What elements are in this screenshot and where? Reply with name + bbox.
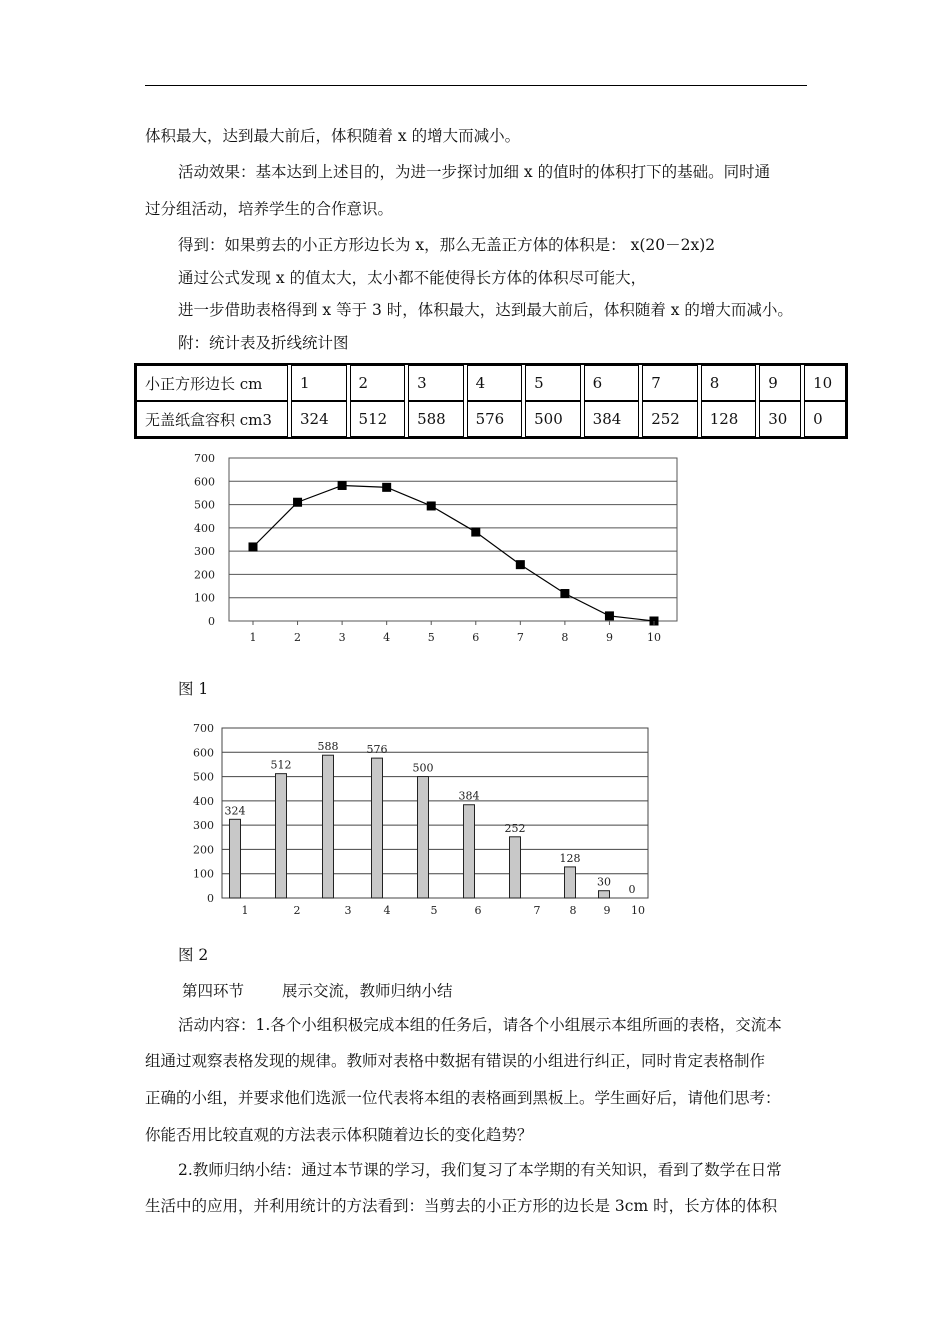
x-tick-label: 4: [383, 631, 391, 644]
bar: [323, 755, 334, 898]
table-cell: 2: [350, 365, 406, 401]
bar: [372, 758, 383, 898]
content-line-1: 活动内容：1.各个小组积极完成本组的任务后，请各个小组展示本组所画的表格，交流本: [178, 1016, 782, 1034]
x-tick-label: 3: [338, 631, 346, 644]
table-cell: 10: [804, 365, 846, 401]
x-tick-label: 3: [344, 904, 352, 917]
data-point: [516, 560, 525, 569]
x-tick-label: 6: [474, 904, 482, 917]
data-point: [560, 589, 569, 598]
data-label: 588: [317, 740, 339, 754]
table-cell: 3: [408, 365, 464, 401]
table-cell: 30: [759, 401, 801, 437]
figure-2-caption: 图 2: [178, 946, 209, 964]
bar: [230, 819, 241, 898]
paragraph-4: 通过公式发现 x 的值太大，太小都不能使得长方体的体积尽可能大，: [178, 269, 647, 287]
x-tick-label: 8: [561, 631, 569, 644]
table-cell: 5: [525, 365, 581, 401]
data-label: 384: [458, 789, 480, 803]
content-line-2: 组通过观察表格发现的规律。教师对表格中数据有错误的小组进行纠正，同时肯定表格制作: [145, 1052, 766, 1070]
data-label: 512: [270, 758, 292, 772]
data-label: 324: [224, 804, 246, 818]
x-tick-label: 2: [293, 904, 301, 917]
y-tick-label: 0: [207, 892, 214, 905]
x-tick-label: 9: [603, 904, 611, 917]
y-tick-label: 700: [194, 452, 215, 465]
x-tick-label: 5: [427, 631, 435, 644]
data-label: 128: [559, 851, 581, 865]
bar: [565, 867, 576, 898]
bar: [418, 777, 429, 898]
figure-1-caption: 图 1: [178, 680, 209, 698]
row-label: 无盖纸盒容积 cm3: [136, 401, 288, 437]
table-cell: 576: [467, 401, 523, 437]
table-cell: 0: [804, 401, 846, 437]
y-tick-label: 500: [193, 770, 214, 784]
data-label: 500: [412, 761, 434, 775]
table-cell: 9: [759, 365, 801, 401]
data-point: [427, 501, 436, 510]
y-tick-label: 200: [193, 843, 214, 857]
table-cell: 6: [584, 365, 640, 401]
y-tick-label: 600: [194, 475, 215, 489]
x-tick-label: 10: [647, 631, 661, 644]
plot-frame: [229, 458, 677, 621]
paragraph-6: 附：统计表及折线统计图: [178, 334, 349, 352]
data-point: [605, 611, 614, 620]
y-tick-label: 300: [193, 819, 214, 833]
x-tick-label: 1: [249, 631, 257, 644]
data-label: 30: [597, 875, 611, 889]
y-tick-label: 500: [194, 498, 215, 512]
paragraph-2a: 活动效果：基本达到上述目的，为进一步探讨加细 x 的值时的体积打下的基础。同时通: [178, 163, 771, 181]
table-cell: 7: [642, 365, 698, 401]
bar: [599, 891, 610, 898]
x-tick-label: 10: [631, 904, 645, 917]
content-line-6: 生活中的应用，并利用统计的方法看到：当剪去的小正方形的边长是 3cm 时，长方体的体积: [145, 1197, 778, 1215]
y-tick-label: 700: [193, 722, 214, 735]
bar: [464, 805, 475, 898]
paragraph-1: 体积最大，达到最大前后，体积随着 x 的增大而减小。: [145, 127, 521, 145]
y-tick-label: 400: [194, 521, 215, 535]
data-point: [293, 498, 302, 507]
content-line-5: 2.教师归纳小结：通过本节课的学习，我们复习了本学期的有关知识，看到了数学在日常: [178, 1161, 782, 1179]
x-tick-label: 7: [516, 631, 524, 644]
y-tick-label: 400: [193, 794, 214, 808]
x-tick-label: 9: [605, 631, 613, 644]
table-cell: 1: [291, 365, 347, 401]
y-tick-label: 100: [194, 591, 215, 605]
data-point: [382, 483, 391, 492]
x-tick-label: 8: [569, 904, 577, 917]
data-point: [338, 481, 347, 490]
data-label: 576: [366, 743, 388, 757]
paragraph-2b: 过分组活动，培养学生的合作意识。: [145, 200, 394, 218]
bar: [510, 837, 521, 898]
x-tick-label: 7: [533, 904, 541, 917]
section-heading: 第四环节: [182, 982, 245, 1000]
data-label: 0: [628, 883, 636, 896]
y-tick-label: 600: [193, 746, 214, 760]
table-cell: 588: [408, 401, 464, 437]
table-cell: 4: [467, 365, 523, 401]
data-point: [249, 542, 258, 551]
y-tick-label: 0: [208, 615, 215, 628]
table-cell: 324: [291, 401, 347, 437]
x-tick-label: 5: [430, 904, 438, 917]
table-cell: 252: [642, 401, 698, 437]
section-title: 展示交流，教师归纳小结: [282, 982, 453, 1000]
x-tick-label: 2: [294, 631, 302, 644]
series-line: [253, 485, 654, 621]
x-tick-label: 1: [241, 904, 249, 917]
table-cell: 500: [525, 401, 581, 437]
table-cell: 128: [701, 401, 757, 437]
y-tick-label: 200: [194, 568, 215, 582]
row-label: 小正方形边长 cm: [136, 365, 288, 401]
x-tick-label: 6: [472, 631, 480, 644]
y-tick-label: 300: [194, 545, 215, 559]
data-label: 252: [504, 821, 526, 835]
x-tick-label: 4: [383, 904, 391, 917]
content-line-3: 正确的小组，并要求他们选派一位代表将本组的表格画到黑板上。学生画好后，请他们思考：: [145, 1089, 781, 1107]
table-cell: 512: [350, 401, 406, 437]
data-point: [471, 528, 480, 537]
content-line-4: 你能否用比较直观的方法表示体积随着边长的变化趋势？: [145, 1126, 533, 1144]
y-tick-label: 100: [193, 867, 214, 881]
table-cell: 384: [584, 401, 640, 437]
bar: [276, 774, 287, 898]
paragraph-5: 进一步借助表格得到 x 等于 3 时，体积最大，达到最大前后，体积随着 x 的增大而减小。: [178, 301, 793, 319]
table-cell: 8: [701, 365, 757, 401]
paragraph-3: 得到：如果剪去的小正方形边长为 x，那么无盖正方体的体积是： x(20－2x)2: [178, 236, 716, 254]
